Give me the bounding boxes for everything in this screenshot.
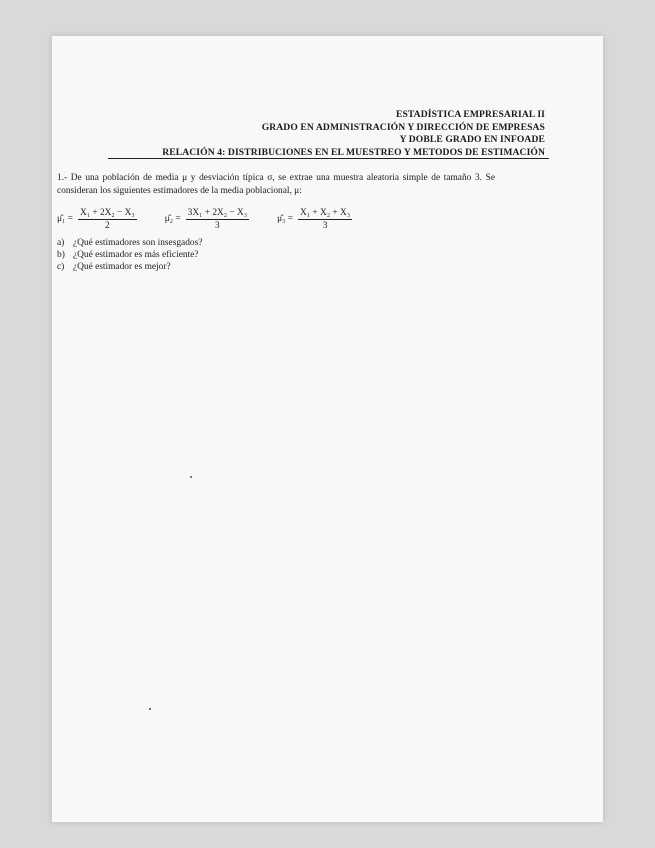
document-page xyxy=(52,36,603,822)
estimator-1-denominator: 2 xyxy=(104,220,110,231)
question-list xyxy=(57,237,495,273)
estimator-3-denominator: 3 xyxy=(322,220,328,231)
question-b xyxy=(57,249,495,261)
estimator-1-numerator: X₁ + 2X₂ − X₃ xyxy=(79,207,135,218)
estimator-2-numerator: 3X₁ + 2X₂ − X₃ xyxy=(187,207,248,218)
question-c-text: ¿Qué estimador es mejor? xyxy=(73,262,171,272)
question-b-letter: b) xyxy=(57,250,65,260)
document-header xyxy=(162,109,545,159)
estimator-3-symbol: μ̂₃ = xyxy=(277,214,294,224)
question-a-letter: a) xyxy=(57,238,65,248)
estimator-3-numerator: X₁ + X₂ + X₃ xyxy=(300,207,351,218)
estimator-1-fraction xyxy=(78,208,137,231)
question-a xyxy=(57,237,495,249)
estimator-1-symbol: μ̂₁ = xyxy=(57,214,73,224)
degree-name: GRADO EN ADMINISTRACIÓN Y DIRECCIÓN DE EMPRESAS xyxy=(261,121,545,133)
estimator-formulas xyxy=(57,203,495,235)
estimator-3 xyxy=(277,208,352,231)
scan-speck xyxy=(149,708,151,710)
estimator-2-symbol: μ̂₂ = xyxy=(164,214,181,224)
question-b-text: ¿Qué estimador es más eficiente? xyxy=(73,250,199,260)
exercise-intro: 1.- De una población de media μ y desviación típica σ, se extrae una muestra aleatoria simple de tamaño 3. Se consideran los siguientes estimadores de la media poblacional, μ: xyxy=(57,173,495,196)
estimator-2 xyxy=(165,208,249,231)
header-divider xyxy=(108,158,549,159)
estimator-1 xyxy=(57,208,137,231)
estimator-3-fraction xyxy=(298,208,352,231)
scan-speck xyxy=(190,476,192,478)
course-title: ESTADÍSTICA EMPRESARIAL II xyxy=(395,109,545,120)
estimator-2-denominator: 3 xyxy=(215,220,220,231)
estimator-2-fraction xyxy=(186,208,249,231)
double-degree-name: Y DOBLE GRADO EN INFOADE xyxy=(399,134,545,145)
question-a-text: ¿Qué estimadores son insesgados? xyxy=(73,238,203,248)
exercise-1 xyxy=(57,172,495,273)
question-c-letter: c) xyxy=(57,262,65,272)
relation-title: RELACIÓN 4: DISTRIBUCIONES EN EL MUESTREO Y METODOS DE ESTIMACIÓN xyxy=(162,146,545,158)
question-c xyxy=(57,261,495,273)
